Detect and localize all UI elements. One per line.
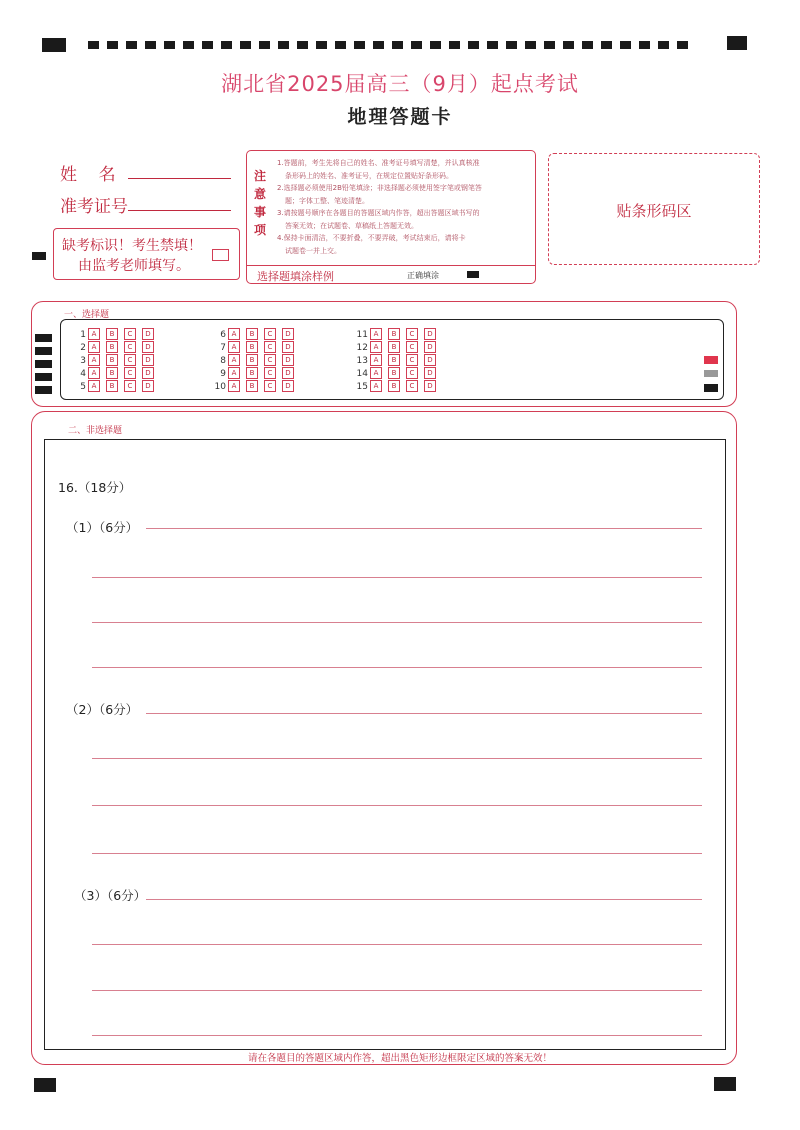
part-1-label: （1）（6分） — [66, 520, 139, 535]
answer-frame[interactable] — [44, 439, 726, 1050]
timing-mark — [582, 41, 593, 49]
question-row — [356, 354, 442, 367]
name-field[interactable] — [128, 178, 231, 179]
question-row — [74, 354, 160, 367]
question-number: 7 — [220, 342, 226, 353]
option-bubble-a[interactable]: A — [370, 341, 382, 353]
answer-line[interactable] — [92, 853, 702, 854]
timing-mark — [506, 41, 517, 49]
option-bubble-d[interactable]: D — [424, 354, 436, 366]
option-bubble-d[interactable]: D — [142, 341, 154, 353]
option-bubble-d[interactable]: D — [282, 341, 294, 353]
color-mark-black — [704, 384, 718, 392]
option-bubble-d[interactable]: D — [424, 367, 436, 379]
option-bubble-b[interactable]: B — [106, 341, 118, 353]
timing-mark — [563, 41, 574, 49]
question-number: 11 — [356, 329, 368, 340]
option-bubble-a[interactable]: A — [370, 354, 382, 366]
notice-box — [246, 150, 536, 284]
option-bubble-b[interactable]: B — [246, 328, 258, 340]
question-number: 1 — [80, 329, 86, 340]
timing-mark — [278, 41, 289, 49]
timing-mark — [525, 41, 536, 49]
option-bubble-a[interactable]: A — [228, 341, 240, 353]
answer-line[interactable] — [92, 1035, 702, 1036]
option-bubble-a[interactable]: A — [228, 354, 240, 366]
option-bubble-a[interactable]: A — [370, 328, 382, 340]
timing-mark — [449, 41, 460, 49]
question-number: 3 — [80, 355, 86, 366]
color-mark-red — [704, 356, 718, 364]
card-subtitle: 地理答题卡 — [347, 106, 453, 128]
part-3-label: （3）（6分） — [74, 888, 147, 903]
timing-mark-bottom-left — [34, 1078, 56, 1092]
timing-mark — [639, 41, 650, 49]
side-timing-mark — [35, 347, 52, 355]
option-bubble-c[interactable]: C — [124, 354, 136, 366]
question-row — [356, 341, 442, 354]
answer-line[interactable] — [92, 758, 702, 759]
option-bubble-b[interactable]: B — [106, 380, 118, 392]
question-number: 4 — [80, 368, 86, 379]
timing-mark-large-right — [727, 36, 747, 50]
option-bubble-a[interactable]: A — [228, 328, 240, 340]
timing-mark — [164, 41, 175, 49]
answer-line[interactable] — [92, 577, 702, 578]
answer-line[interactable] — [92, 622, 702, 623]
option-bubble-a[interactable]: A — [370, 380, 382, 392]
barcode-label: 贴条形码区 — [616, 202, 692, 220]
option-bubble-c[interactable]: C — [406, 367, 418, 379]
question-row — [214, 354, 300, 367]
option-bubble-b[interactable]: B — [388, 328, 400, 340]
timing-mark — [411, 41, 422, 49]
question-number: 14 — [356, 368, 368, 379]
option-bubble-d[interactable]: D — [424, 328, 436, 340]
timing-mark — [202, 41, 213, 49]
option-bubble-c[interactable]: C — [406, 354, 418, 366]
timing-mark — [544, 41, 555, 49]
timing-mark — [126, 41, 137, 49]
side-timing-mark — [35, 334, 52, 342]
barcode-area — [548, 153, 760, 265]
question-row — [214, 367, 300, 380]
timing-mark — [335, 41, 346, 49]
question-row — [214, 380, 300, 393]
question-number: 8 — [220, 355, 226, 366]
timing-mark — [620, 41, 631, 49]
option-bubble-b[interactable]: B — [388, 380, 400, 392]
option-bubble-d[interactable]: D — [424, 341, 436, 353]
timing-mark-large-left — [42, 38, 66, 52]
timing-mark — [88, 41, 99, 49]
timing-mark — [373, 41, 384, 49]
option-bubble-b[interactable]: B — [388, 354, 400, 366]
option-bubble-d[interactable]: D — [282, 380, 294, 392]
timing-mark — [221, 41, 232, 49]
answer-line[interactable] — [92, 990, 702, 991]
nonchoice-section-title: 二、非选择题 — [68, 426, 123, 436]
answer-line[interactable] — [146, 713, 702, 714]
question-number: 12 — [356, 342, 368, 353]
option-bubble-d[interactable]: D — [142, 367, 154, 379]
notice-divider — [247, 265, 535, 266]
question-number: 5 — [80, 381, 86, 392]
notice-items: 1.答题前，考生先将自己的姓名、准考证号填写清楚，并认真核准 条形码上的姓名、准考证号，在规定位置贴好条形码。 2.选择题必须使用2B铅笔填涂；非选择题必须使用签字笔或钢笔答 题；字体工整、笔迹清楚。 3.请按题号顺序在各题目的答题区域内作答，超出答题区域书写的 答案无效；在试题卷、草稿纸上答题无效。 4.保持卡面清洁，不要折叠，不要弄破，考试结束后，请将卡 试题卷一并上交。 — [277, 159, 482, 255]
option-bubble-c[interactable]: C — [264, 380, 276, 392]
question-row — [356, 328, 442, 341]
side-timing-mark — [35, 386, 52, 394]
option-bubble-d[interactable]: D — [142, 328, 154, 340]
answer-line[interactable] — [92, 667, 702, 668]
timing-mark — [430, 41, 441, 49]
option-bubble-b[interactable]: B — [246, 380, 258, 392]
option-bubble-b[interactable]: B — [388, 341, 400, 353]
exam-id-field[interactable] — [128, 210, 231, 211]
timing-mark — [240, 41, 251, 49]
option-bubble-c[interactable]: C — [406, 380, 418, 392]
option-bubble-a[interactable]: A — [88, 354, 100, 366]
option-bubble-b[interactable]: B — [106, 328, 118, 340]
timing-mark — [183, 41, 194, 49]
question-number: 13 — [356, 355, 368, 366]
timing-mark — [677, 41, 688, 49]
choice-section-title: 一、选择题 — [64, 310, 110, 320]
absence-line1: 缺考标识！考生禁填！ — [62, 238, 202, 254]
timing-mark-bottom-right — [714, 1077, 736, 1091]
question-row — [74, 367, 160, 380]
question-row — [74, 341, 160, 354]
option-bubble-d[interactable]: D — [142, 354, 154, 366]
question-number: 10 — [214, 381, 226, 392]
answer-line[interactable] — [92, 944, 702, 945]
timing-mark — [487, 41, 498, 49]
option-bubble-c[interactable]: C — [124, 367, 136, 379]
question-row — [214, 341, 300, 354]
timing-mark — [145, 41, 156, 49]
option-bubble-c[interactable]: C — [264, 354, 276, 366]
option-bubble-a[interactable]: A — [88, 380, 100, 392]
footer-warning: 请在各题目的答题区域内作答，超出黑色矩形边框限定区域的答案无效！ — [247, 1053, 552, 1064]
option-bubble-c[interactable]: C — [406, 341, 418, 353]
absence-line2: 由监考老师填写。 — [78, 258, 190, 274]
question-number: 6 — [220, 329, 226, 340]
option-bubble-c[interactable]: C — [124, 341, 136, 353]
option-bubble-c[interactable]: C — [264, 341, 276, 353]
option-bubble-a[interactable]: A — [370, 367, 382, 379]
sample-label: 选择题填涂样例 — [257, 270, 334, 283]
correct-label: 正确填涂 — [407, 271, 439, 280]
answer-line[interactable] — [146, 528, 702, 529]
question-row — [214, 328, 300, 341]
option-bubble-b[interactable]: B — [106, 354, 118, 366]
option-bubble-b[interactable]: B — [246, 367, 258, 379]
option-bubble-a[interactable]: A — [228, 367, 240, 379]
option-bubble-c[interactable]: C — [264, 367, 276, 379]
option-bubble-b[interactable]: B — [246, 341, 258, 353]
side-timing-mark — [35, 373, 52, 381]
side-timing-mark — [32, 252, 46, 260]
option-bubble-a[interactable]: A — [88, 367, 100, 379]
option-bubble-a[interactable]: A — [88, 328, 100, 340]
exam-title: 湖北省2025届高三（9月）起点考试 — [221, 72, 579, 96]
color-mark-gray — [704, 370, 718, 377]
question-number: 9 — [220, 368, 226, 379]
question-row — [356, 367, 442, 380]
question-16-label: 16.（18分） — [58, 480, 132, 495]
option-bubble-d[interactable]: D — [424, 380, 436, 392]
timing-mark — [316, 41, 327, 49]
option-bubble-b[interactable]: B — [106, 367, 118, 379]
option-bubble-b[interactable]: B — [388, 367, 400, 379]
timing-mark — [392, 41, 403, 49]
timing-mark — [297, 41, 308, 49]
question-number: 2 — [80, 342, 86, 353]
option-bubble-d[interactable]: D — [282, 328, 294, 340]
question-number: 15 — [356, 381, 368, 392]
option-bubble-c[interactable]: C — [124, 380, 136, 392]
correct-fill-sample — [467, 271, 479, 278]
timing-mark — [259, 41, 270, 49]
question-row — [74, 328, 160, 341]
timing-mark — [468, 41, 479, 49]
absence-checkbox[interactable] — [212, 249, 229, 261]
option-bubble-d[interactable]: D — [142, 380, 154, 392]
absence-box — [53, 228, 240, 280]
option-bubble-a[interactable]: A — [228, 380, 240, 392]
answer-line[interactable] — [92, 805, 702, 806]
answer-line[interactable] — [146, 899, 702, 900]
name-label: 姓 名 — [60, 165, 116, 185]
option-bubble-a[interactable]: A — [88, 341, 100, 353]
exam-id-label: 准考证号 — [60, 197, 128, 217]
timing-mark — [658, 41, 669, 49]
question-row — [74, 380, 160, 393]
option-bubble-c[interactable]: C — [264, 328, 276, 340]
option-bubble-c[interactable]: C — [406, 328, 418, 340]
timing-mark — [354, 41, 365, 49]
option-bubble-b[interactable]: B — [246, 354, 258, 366]
option-bubble-d[interactable]: D — [282, 367, 294, 379]
timing-mark — [107, 41, 118, 49]
part-2-label: （2）（6分） — [66, 702, 139, 717]
option-bubble-d[interactable]: D — [282, 354, 294, 366]
notice-heading: 注 意 事 项 — [253, 169, 266, 237]
side-timing-mark — [35, 360, 52, 368]
option-bubble-c[interactable]: C — [124, 328, 136, 340]
question-row — [356, 380, 442, 393]
timing-mark — [601, 41, 612, 49]
